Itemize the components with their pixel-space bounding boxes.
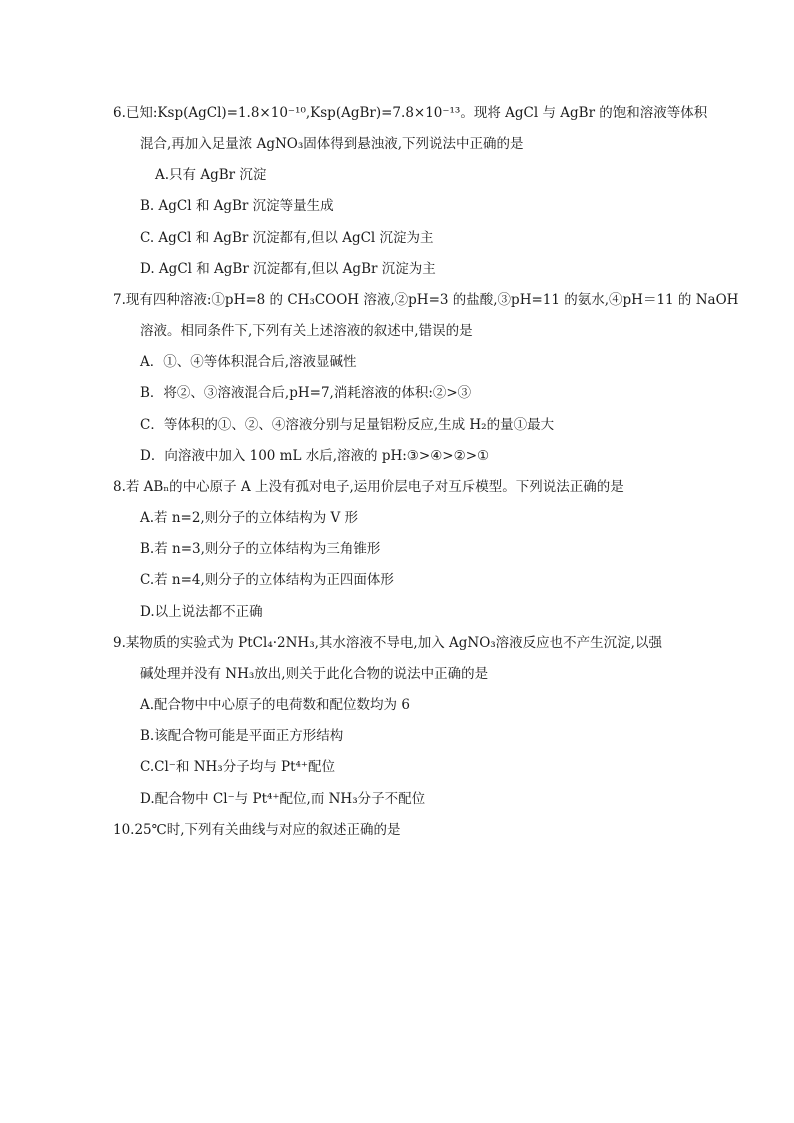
question-6-option-a: A.只有 AgBr 沉淀	[155, 167, 267, 183]
question-6-option-c: C. AgCl 和 AgBr 沉淀都有,但以 AgCl 沉淀为主	[140, 230, 434, 246]
question-6-stem-line2: 混合,再加入足量浓 AgNO₃固体得到悬浊液,下列说法中正确的是	[140, 136, 524, 152]
question-8-option-a: A.若 n=2,则分子的立体结构为 V 形	[140, 510, 359, 526]
question-7-stem-line1: 7.现有四种溶液:①pH=8 的 CH₃COOH 溶液,②pH=3 的盐酸,③pH=11 的氨水,④pH＝11 的 NaOH	[113, 292, 739, 308]
question-6-option-d: D. AgCl 和 AgBr 沉淀都有,但以 AgBr 沉淀为主	[140, 261, 436, 277]
question-6-option-b: B. AgCl 和 AgBr 沉淀等量生成	[140, 198, 334, 214]
question-7-option-b: B．将②、③溶液混合后,pH=7,消耗溶液的体积:②>③	[140, 385, 472, 401]
question-9-option-c: C.Cl⁻和 NH₃分子均与 Pt⁴⁺配位	[140, 759, 336, 775]
question-7-option-c: C．等体积的①、②、④溶液分别与足量铝粉反应,生成 H₂的量①最大	[140, 417, 555, 433]
question-6-stem-line1: 6.已知:Ksp(AgCl)=1.8×10⁻¹⁰,Ksp(AgBr)=7.8×10⁻¹³。现将 AgCl 与 AgBr 的饱和溶液等体积	[113, 105, 708, 121]
question-8-option-d: D.以上说法都不正确	[140, 604, 263, 620]
question-9-stem-line2: 碱处理并没有 NH₃放出,则关于此化合物的说法中正确的是	[140, 666, 489, 682]
question-9-stem-line1: 9.某物质的实验式为 PtCl₄·2NH₃,其水溶液不导电,加入 AgNO₃溶液反应也不产生沉淀,以强	[113, 635, 662, 651]
question-7-stem-line2: 溶液。相同条件下,下列有关上述溶液的叙述中,错误的是	[140, 323, 473, 339]
question-9-option-b: B.该配合物可能是平面正方形结构	[140, 728, 344, 744]
question-10-stem: 10.25℃时,下列有关曲线与对应的叙述正确的是	[113, 822, 401, 838]
question-9-option-a: A.配合物中中心原子的电荷数和配位数均为 6	[140, 697, 410, 713]
question-8-option-b: B.若 n=3,则分子的立体结构为三角锥形	[140, 541, 381, 557]
question-8-stem: 8.若 ABₙ的中心原子 A 上没有孤对电子,运用价层电子对互斥模型。下列说法正确的是	[113, 479, 624, 495]
question-7-option-a: A．①、④等体积混合后,溶液显碱性	[140, 354, 357, 370]
question-8-option-c: C.若 n=4,则分子的立体结构为正四面体形	[140, 572, 394, 588]
question-7-option-d: D．向溶液中加入 100 mL 水后,溶液的 pH:③>④>②>①	[140, 448, 490, 464]
question-9-option-d: D.配合物中 Cl⁻与 Pt⁴⁺配位,而 NH₃分子不配位	[140, 791, 426, 807]
